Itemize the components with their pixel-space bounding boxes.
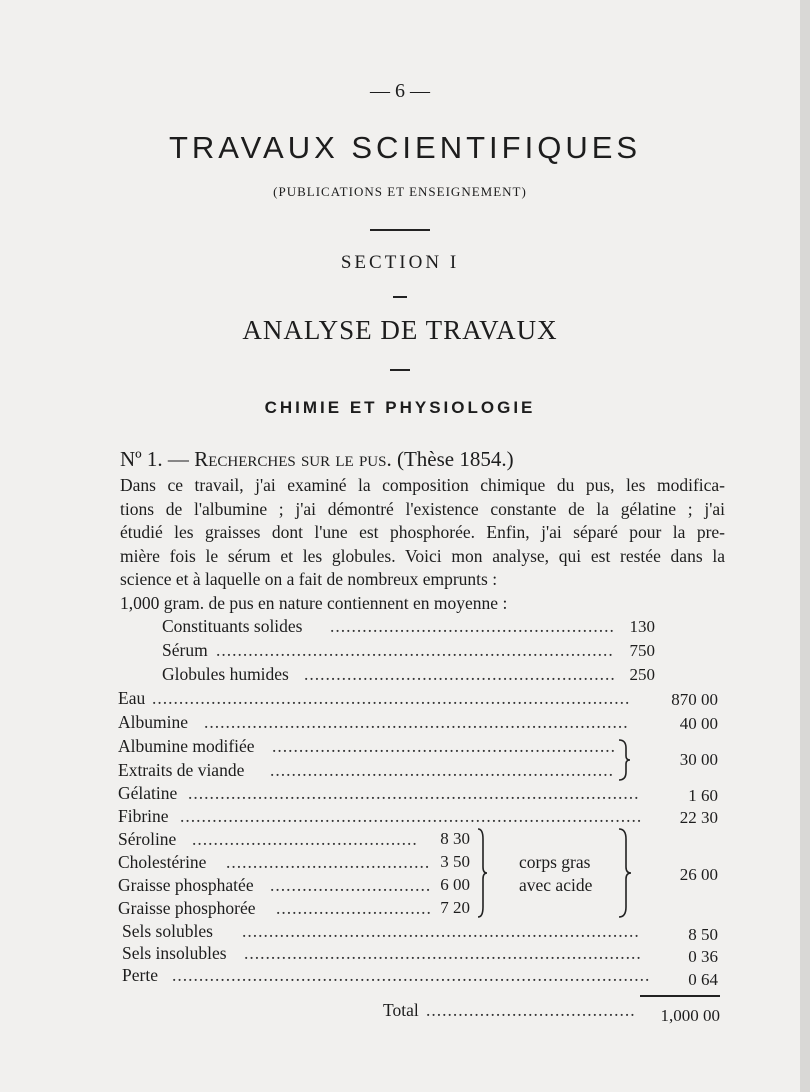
analysis-label: Sels insolubles	[122, 943, 227, 963]
dot-leader: .....................................................	[330, 616, 615, 636]
dot-leader: ....................................................................................	[188, 783, 640, 803]
section-title: ANALYSE DE TRAVAUX	[242, 315, 558, 345]
fat-label: Graisse phosphatée	[118, 875, 254, 895]
analysis-value: 26 00	[679, 865, 718, 884]
analysis-value: 1 60	[688, 786, 718, 805]
dot-leader: .........................................................................................	[152, 688, 631, 708]
constituent-label: Globules humides	[162, 664, 289, 684]
analysis-label: Fibrine	[118, 806, 169, 826]
right-fats-brace	[616, 827, 634, 919]
constituent-label: Constituants solides	[162, 616, 303, 636]
total-label: Total	[383, 1000, 419, 1020]
left-fats-brace	[474, 827, 490, 919]
fat-label: Graisse phosphorée	[118, 898, 256, 918]
fat-value: 3 50	[440, 852, 470, 871]
body-paragraph	[120, 474, 725, 592]
paragraph-line: Dans ce travail, j'ai examiné la composition chimique du pus, les modifica-	[120, 475, 725, 495]
analysis-value: 30 00	[679, 750, 718, 769]
dot-leader: ..........................................................................	[244, 943, 642, 963]
analysis-label: Extraits de viande	[118, 760, 245, 780]
entry-number: Nº 1. —	[120, 447, 195, 471]
title-divider	[370, 229, 430, 231]
fat-label: Séroline	[118, 829, 177, 849]
page-number: — 6 —	[370, 80, 430, 102]
dot-leader: ..........................................................	[304, 664, 616, 684]
dot-leader: ................................................................	[272, 736, 616, 756]
fat-value: 8 30	[440, 829, 470, 848]
analysis-value: 22 30	[679, 808, 718, 827]
total-value: 1,000 00	[660, 1006, 720, 1025]
paragraph-line: tions de l'albumine ; j'ai démontré l'existence constante de la gélatine ; j'ai	[120, 498, 725, 519]
paragraph-line: science et à laquelle on a fait de nombreux emprunts :	[120, 569, 498, 589]
constituent-value: 130	[629, 617, 655, 636]
total-rule	[640, 995, 720, 997]
right-brace	[616, 738, 632, 782]
entry-title: Recherches sur le pus.	[194, 447, 392, 471]
fat-label: Cholestérine	[118, 852, 207, 872]
section-divider	[393, 296, 407, 298]
analysis-value: 0 64	[688, 970, 718, 989]
constituent-label: Sérum	[162, 640, 208, 660]
dot-leader: .......................................	[426, 1000, 636, 1020]
paragraph-line: mière fois le sérum et les globules. Voici mon analyse, qui est restée dans la	[120, 545, 725, 566]
analysis-label: Sels solubles	[122, 921, 213, 941]
analysis-label: Albumine modifiée	[118, 736, 255, 756]
analysis-intro: 1,000 gram. de pus en nature contiennent en moyenne :	[120, 593, 508, 613]
dot-leader: ......................................	[226, 852, 431, 872]
section-heading: SECTION I	[340, 252, 460, 273]
fats-note: avec acide	[519, 875, 593, 895]
paragraph-line: étudié les graisses dont l'une est phosphorée. Enfin, j'ai séparé pour la pre-	[120, 522, 725, 542]
analysis-value: 870 00	[671, 690, 718, 709]
dot-leader: .............................	[276, 898, 432, 918]
analysis-label: Gélatine	[118, 783, 178, 803]
entry-thesis: (Thèse 1854.)	[391, 447, 514, 471]
dot-leader: ..........................................................................	[216, 640, 614, 660]
analysis-value: 8 50	[688, 925, 718, 944]
dot-leader: ................................................................	[270, 760, 614, 780]
fat-value: 7 20	[440, 898, 470, 917]
dot-leader: ..........................................................................	[242, 921, 640, 941]
analysis-value: 0 36	[688, 947, 718, 966]
entry-heading	[120, 447, 514, 472]
page-title: TRAVAUX SCIENTIFIQUES	[168, 130, 642, 165]
dot-leader: ......................................................................................	[180, 806, 643, 826]
fat-value: 6 00	[440, 875, 470, 894]
dot-leader: ...............................................................................	[204, 712, 629, 732]
page-subtitle: (PUBLICATIONS ET ENSEIGNEMENT)	[273, 184, 527, 199]
dot-leader: .........................................................................................	[172, 965, 651, 985]
category-heading: CHIMIE ET PHYSIOLOGIE	[264, 398, 536, 417]
analysis-value: 40 00	[679, 714, 718, 733]
fats-note: corps gras	[519, 852, 591, 872]
analysis-label: Perte	[122, 965, 158, 985]
constituent-value: 250	[629, 665, 655, 684]
dot-leader: ..........................................	[192, 829, 418, 849]
section-title-divider	[390, 369, 410, 371]
constituent-value: 750	[629, 641, 655, 660]
analysis-label: Albumine	[118, 712, 188, 732]
dot-leader: ..............................	[270, 875, 432, 895]
analysis-label: Eau	[118, 688, 146, 708]
